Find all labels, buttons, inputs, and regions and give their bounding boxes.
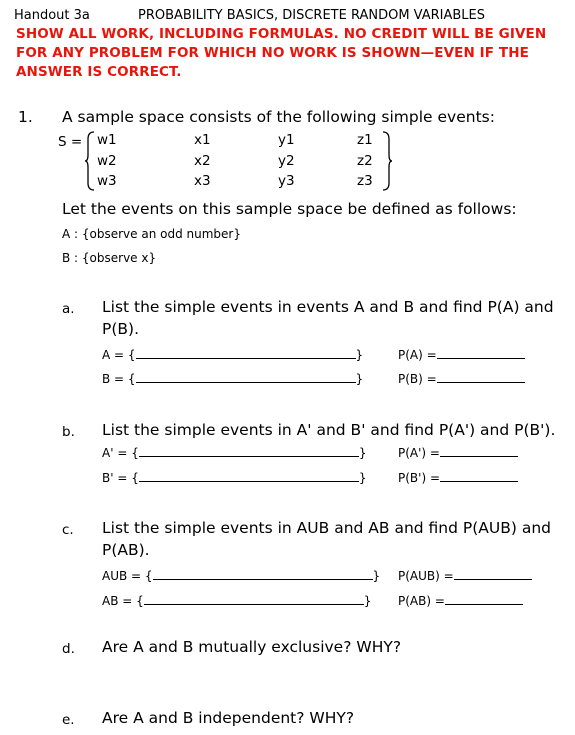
grid-cell: z2 (357, 153, 373, 169)
warning-line-3: ANSWER IS CORRECT. (16, 64, 182, 80)
closing-brace: } (358, 446, 367, 460)
part-c-letter: c. (62, 522, 74, 538)
events-intro: Let the events on this sample space be defined as follows: (62, 200, 517, 218)
prob-b-answer-line[interactable] (437, 382, 525, 383)
event-a-definition: A : {observe an odd number} (62, 227, 241, 241)
part-a-letter: a. (62, 301, 75, 317)
set-b-row (102, 372, 363, 386)
part-d-letter: d. (62, 641, 75, 657)
closing-brace: } (355, 348, 364, 362)
grid-cell: x2 (194, 153, 211, 169)
handout-label: Handout 3a (14, 8, 90, 23)
set-a-complement-row (102, 446, 366, 460)
part-a-question-line-1: List the simple events in events A and B and find P(A) and (102, 298, 554, 316)
prob-a-complement-answer-line[interactable] (440, 456, 518, 457)
grid-cell: z3 (357, 173, 373, 189)
prob-b-complement-row (398, 471, 518, 485)
grid-cell: w1 (97, 132, 117, 148)
prob-union-answer-line[interactable] (454, 579, 532, 580)
page-title: PROBABILITY BASICS, DISCRETE RANDOM VARIABLES (138, 8, 486, 23)
sample-space-label: S = (58, 134, 83, 150)
grid-cell: y1 (278, 132, 295, 148)
set-union-answer-line[interactable] (153, 579, 373, 580)
prob-intersection-row (398, 594, 523, 608)
prob-intersection-label: P(AB) = (398, 594, 445, 608)
left-curly-brace (84, 130, 96, 192)
grid-cell: z1 (357, 132, 373, 148)
prob-intersection-answer-line[interactable] (445, 604, 523, 605)
part-e-letter: e. (62, 712, 75, 728)
closing-brace: } (358, 471, 367, 485)
prob-a-label: P(A) = (398, 348, 437, 362)
set-a-row (102, 348, 363, 362)
cut-off-text-remnant (0, 0, 575, 3)
part-b-letter: b. (62, 424, 75, 440)
set-a-complement-answer-line[interactable] (139, 456, 359, 457)
problem-intro: A sample space consists of the following simple events: (62, 108, 495, 126)
set-b-label: B = { (102, 372, 136, 386)
grid-cell: w2 (97, 153, 117, 169)
prob-b-complement-label: P(B') = (398, 471, 440, 485)
closing-brace: } (372, 569, 381, 583)
set-intersection-row (102, 594, 371, 608)
prob-union-row (398, 569, 532, 583)
part-c-question-line-1: List the simple events in AUB and AB and find P(AUB) and (102, 519, 551, 537)
warning-line-2: FOR ANY PROBLEM FOR WHICH NO WORK IS SHOWN—EVEN IF THE (16, 45, 529, 61)
prob-a-row (398, 348, 525, 362)
event-b-definition: B : {observe x} (62, 251, 157, 265)
set-b-answer-line[interactable] (136, 382, 356, 383)
problem-number: 1. (18, 108, 33, 126)
part-b-question: List the simple events in A' and B' and find P(A') and P(B'). (102, 421, 556, 439)
prob-b-label: P(B) = (398, 372, 437, 386)
prob-a-complement-row (398, 446, 518, 460)
part-d-question: Are A and B mutually exclusive? WHY? (102, 638, 402, 656)
set-b-complement-label: B' = { (102, 471, 139, 485)
closing-brace: } (355, 372, 364, 386)
set-a-complement-label: A' = { (102, 446, 139, 460)
set-union-row (102, 569, 380, 583)
set-a-answer-line[interactable] (136, 358, 356, 359)
grid-cell: y3 (278, 173, 295, 189)
grid-cell: y2 (278, 153, 295, 169)
set-b-complement-answer-line[interactable] (139, 481, 359, 482)
closing-brace: } (363, 594, 372, 608)
set-a-label: A = { (102, 348, 136, 362)
prob-a-answer-line[interactable] (437, 358, 525, 359)
set-b-complement-row (102, 471, 367, 485)
right-curly-brace (381, 130, 393, 192)
prob-b-row (398, 372, 525, 386)
part-c-question-line-2: P(AB). (102, 541, 150, 559)
grid-cell: x1 (194, 132, 211, 148)
warning-line-1: SHOW ALL WORK, INCLUDING FORMULAS. NO CREDIT WILL BE GIVEN (16, 26, 547, 42)
grid-cell: x3 (194, 173, 211, 189)
part-a-question-line-2: P(B). (102, 320, 140, 338)
set-union-label: AUB = { (102, 569, 153, 583)
grid-cell: w3 (97, 173, 117, 189)
set-intersection-label: AB = { (102, 594, 144, 608)
part-e-question: Are A and B independent? WHY? (102, 709, 355, 727)
prob-b-complement-answer-line[interactable] (440, 481, 518, 482)
prob-union-label: P(AUB) = (398, 569, 454, 583)
set-intersection-answer-line[interactable] (144, 604, 364, 605)
prob-a-complement-label: P(A') = (398, 446, 440, 460)
